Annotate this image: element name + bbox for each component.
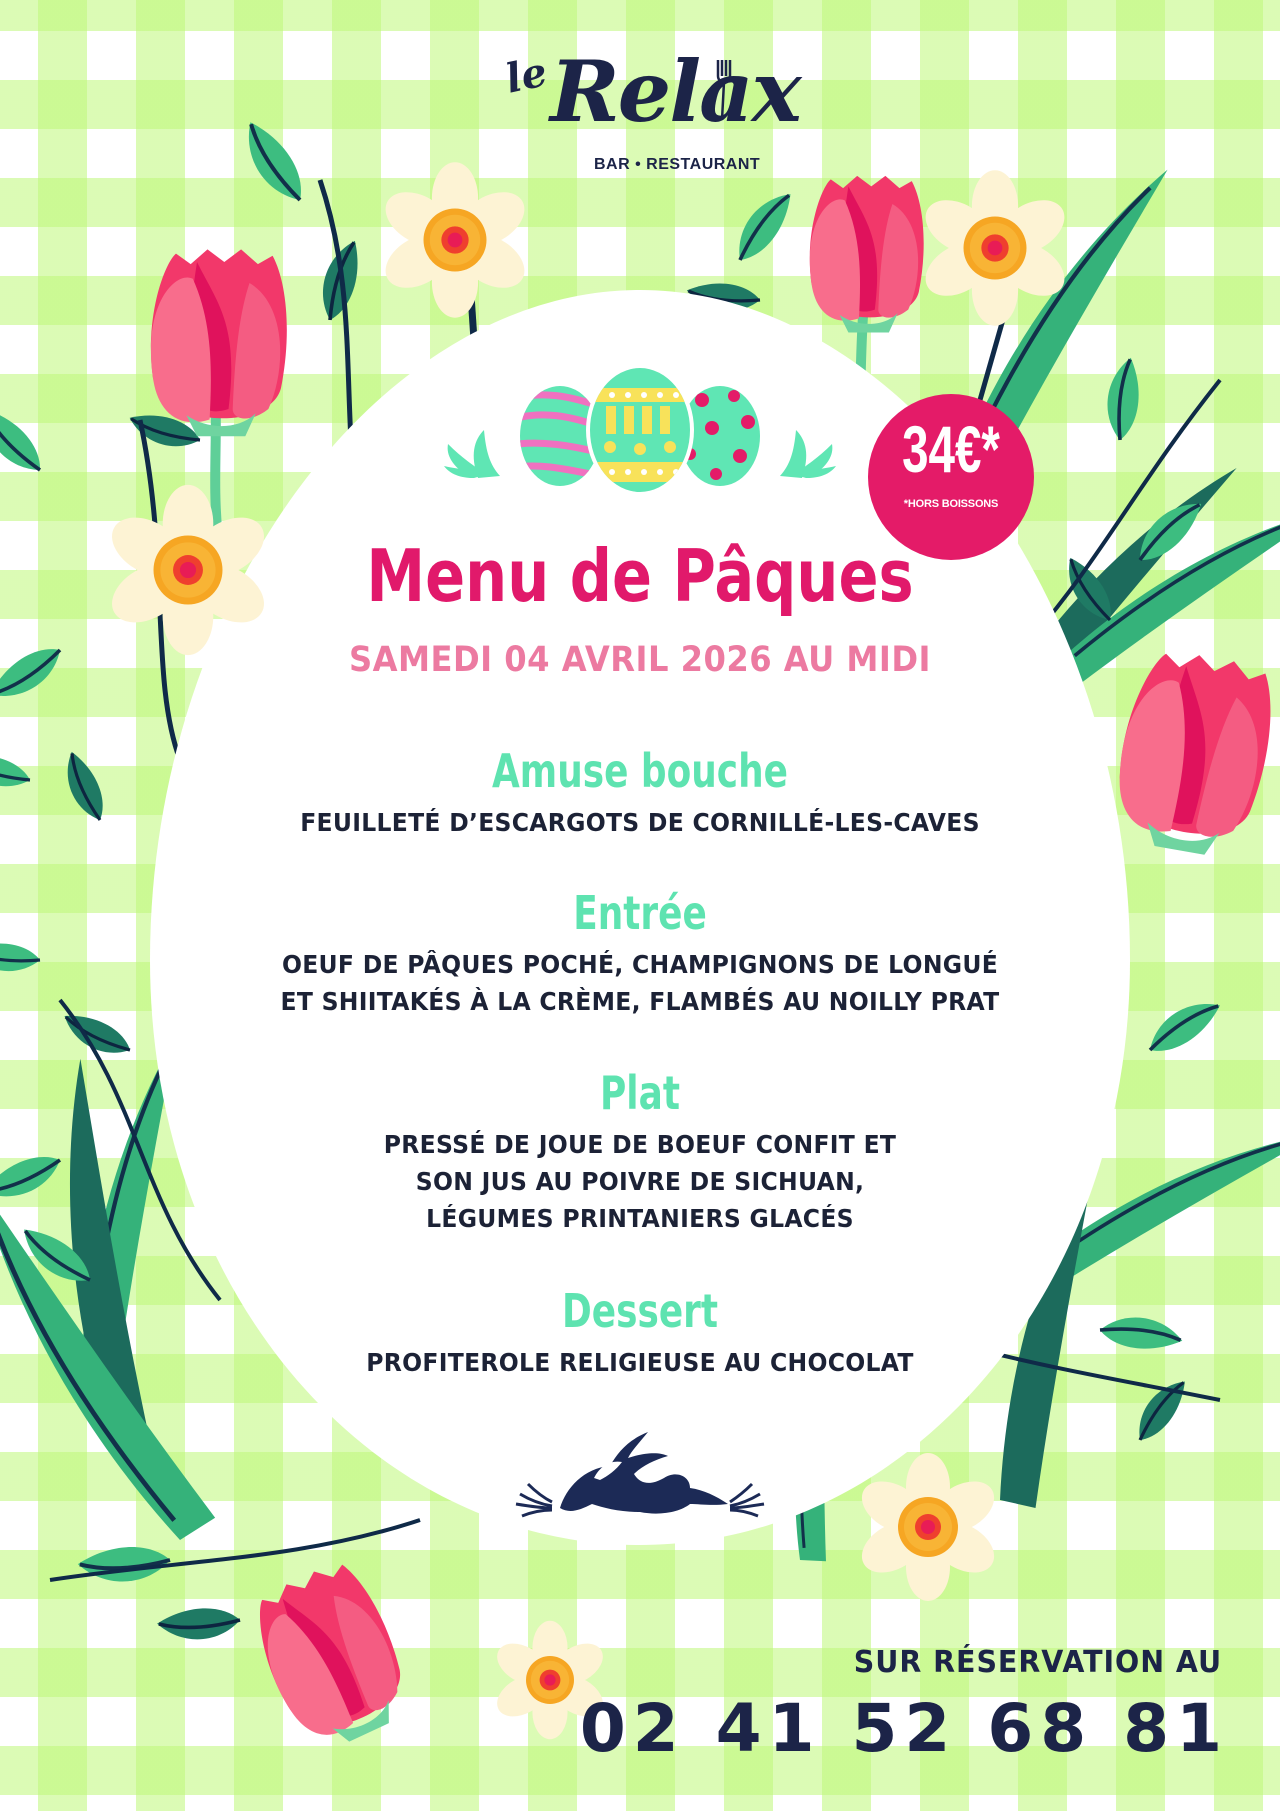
menu-section-plat [160, 1066, 1120, 1237]
logo-name: Relax [550, 42, 800, 141]
reservation-label: SUR RÉSERVATION AU [853, 1645, 1222, 1680]
dish-line: OEUF DE PÂQUES POCHÉ, CHAMPIGNONS DE LONGUÉ [281, 950, 999, 979]
menu-title: Menu de Pâques [366, 534, 914, 618]
section-title: Amuse bouche [492, 744, 788, 798]
daffodil-flower [376, 162, 534, 317]
dish-line: FEUILLETÉ D’ESCARGOTS DE CORNILLÉ-LES-CAVES [300, 808, 980, 837]
tulip-flower [240, 1554, 423, 1759]
price-value: 34€* [902, 412, 1000, 486]
reservation-block [579, 1645, 1229, 1767]
menu-date: SAMEDI 04 AVRIL 2026 AU MIDI [349, 640, 931, 680]
fork-icon [716, 60, 732, 120]
tulip-flower [151, 249, 287, 436]
restaurant-logo [490, 20, 800, 180]
dish-line: SON JUS AU POIVRE DE SICHUAN, [415, 1167, 865, 1196]
logo-prefix: le [501, 48, 552, 103]
dish-line: LÉGUMES PRINTANIERS GLACÉS [426, 1204, 854, 1233]
logo-subtitle: BAR • RESTAURANT [594, 156, 761, 173]
dish-line: PRESSÉ DE JOUE DE BOEUF CONFIT ET [383, 1130, 897, 1159]
tulip-flower [1107, 645, 1280, 863]
daffodil-flower [853, 1453, 1003, 1601]
price-note: *HORS BOISSONS [903, 498, 999, 510]
reservation-phone[interactable]: 02 41 52 68 81 [579, 1690, 1229, 1767]
menu-section-dessert [160, 1284, 1120, 1381]
menu-section-entree [160, 886, 1120, 1020]
dish-line: ET SHIITAKÉS À LA CRÈME, FLAMBÉS AU NOILLY PRAT [280, 987, 1000, 1016]
section-title: Entrée [573, 886, 707, 940]
dish-line: PROFITEROLE RELIGIEUSE AU CHOCOLAT [366, 1348, 914, 1377]
section-title: Dessert [561, 1284, 718, 1338]
section-title: Plat [600, 1066, 680, 1120]
menu-section-amuse-bouche [160, 744, 1120, 841]
tulip-flower [810, 176, 924, 333]
